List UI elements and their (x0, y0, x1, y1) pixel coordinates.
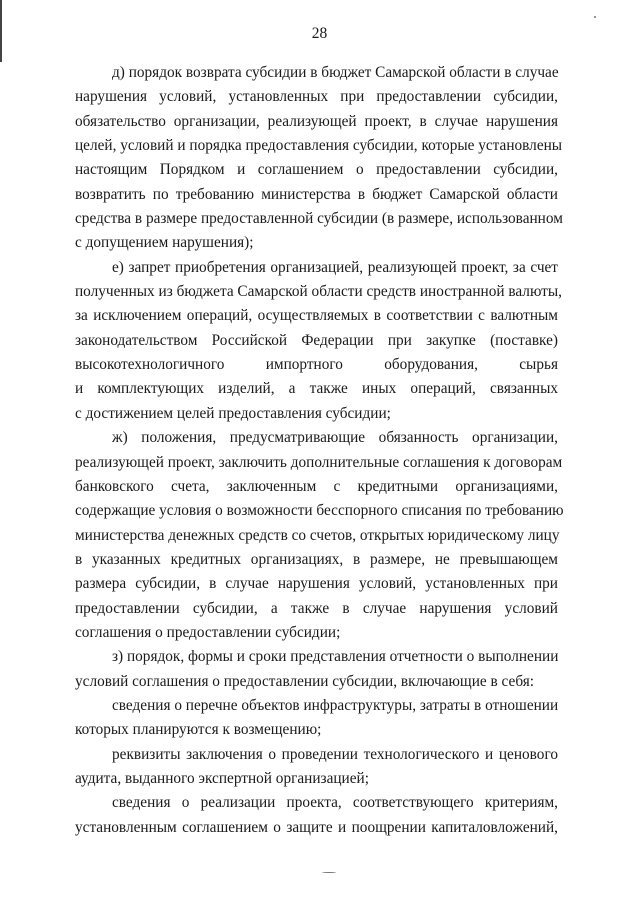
text-line: з) порядок, формы и сроки представления отчетности о выполнении (112, 648, 559, 666)
text-line: сведения о перечне объектов инфраструктуры, затраты в отношении (112, 696, 559, 714)
scan-speck (594, 16, 596, 18)
text-line: целей, условий и порядка предоставления субсидии, которые установлены (75, 137, 563, 155)
text-line: предоставлении субсидии, а также в случае нарушения условий (75, 599, 558, 617)
text-line: обязательство организации, реализующей проект, в случае нарушения (75, 112, 558, 130)
text-line: содержащие условия о возможности бесспорного списания по требованию (75, 502, 564, 520)
text-line: е) запрет приобретения организацией, реализующей проект, за счет (112, 258, 558, 276)
text-line: ж) положения, предусматривающие обязанность организации, (112, 429, 558, 447)
scan-speck (322, 872, 336, 873)
text-line: реализующей проект, заключить дополнительные соглашения к договорам (75, 453, 563, 471)
text-line: аудита, выданного экспертной организацией; (75, 769, 369, 787)
text-line: высокотехнологичного импортного оборудования, сырья (75, 356, 558, 374)
text-line: министерства денежных средств со счетов, открытых юридическому лицу (75, 526, 560, 544)
paragraph (75, 61, 563, 256)
text-line: сведения о реализации проекта, соответствующего критериям, (112, 794, 558, 812)
page-number: 28 (311, 25, 328, 42)
text-line: с допущением нарушения); (75, 234, 254, 252)
text-line: в указанных кредитных организациях, в размере, не превышающем (75, 550, 558, 568)
text-line: настоящим Порядком и соглашением о предоставлении субсидии, (75, 161, 558, 179)
paragraph (75, 645, 558, 694)
paragraph (75, 426, 564, 645)
paragraph (75, 743, 558, 792)
text-line: установленным соглашением о защите и поощрении капиталовложений, (75, 818, 558, 836)
document-body (75, 61, 564, 840)
text-line: средства в размере предоставленной субсидии (в размере, использованном (75, 210, 563, 228)
text-line: и комплектующих изделий, а также иных операций, связанных (75, 380, 558, 398)
text-line: нарушения условий, установленных при предоставлении субсидии, (75, 88, 558, 106)
text-line: реквизиты заключения о проведении технологического и ценового (112, 745, 558, 763)
paragraph (75, 791, 558, 840)
text-line: размера субсидии, в случае нарушения условий, установленных при (75, 575, 558, 593)
text-line: условий соглашения о предоставлении субсидии, включающие в себя: (75, 672, 535, 690)
text-line: возвратить по требованию министерства в бюджет Самарской области (75, 185, 558, 203)
text-line: соглашения о предоставлении субсидии; (75, 623, 341, 641)
text-line: которых планируются к возмещению; (75, 721, 322, 739)
paragraph (75, 256, 562, 426)
paragraph (75, 694, 558, 743)
text-line: д) порядок возврата субсидии в бюджет Самарской области в случае (112, 64, 559, 81)
text-line: банковского счета, заключенным с кредитными организациями, (75, 477, 558, 495)
text-line: законодательством Российской Федерации при закупке (поставке) (75, 331, 558, 349)
text-line: за исключением операций, осуществляемых в соответствии с валютным (75, 307, 558, 325)
text-line: полученных из бюджета Самарской области средств иностранной валюты, (75, 283, 562, 301)
text-line: с достижением целей предоставления субсидии; (75, 404, 391, 422)
